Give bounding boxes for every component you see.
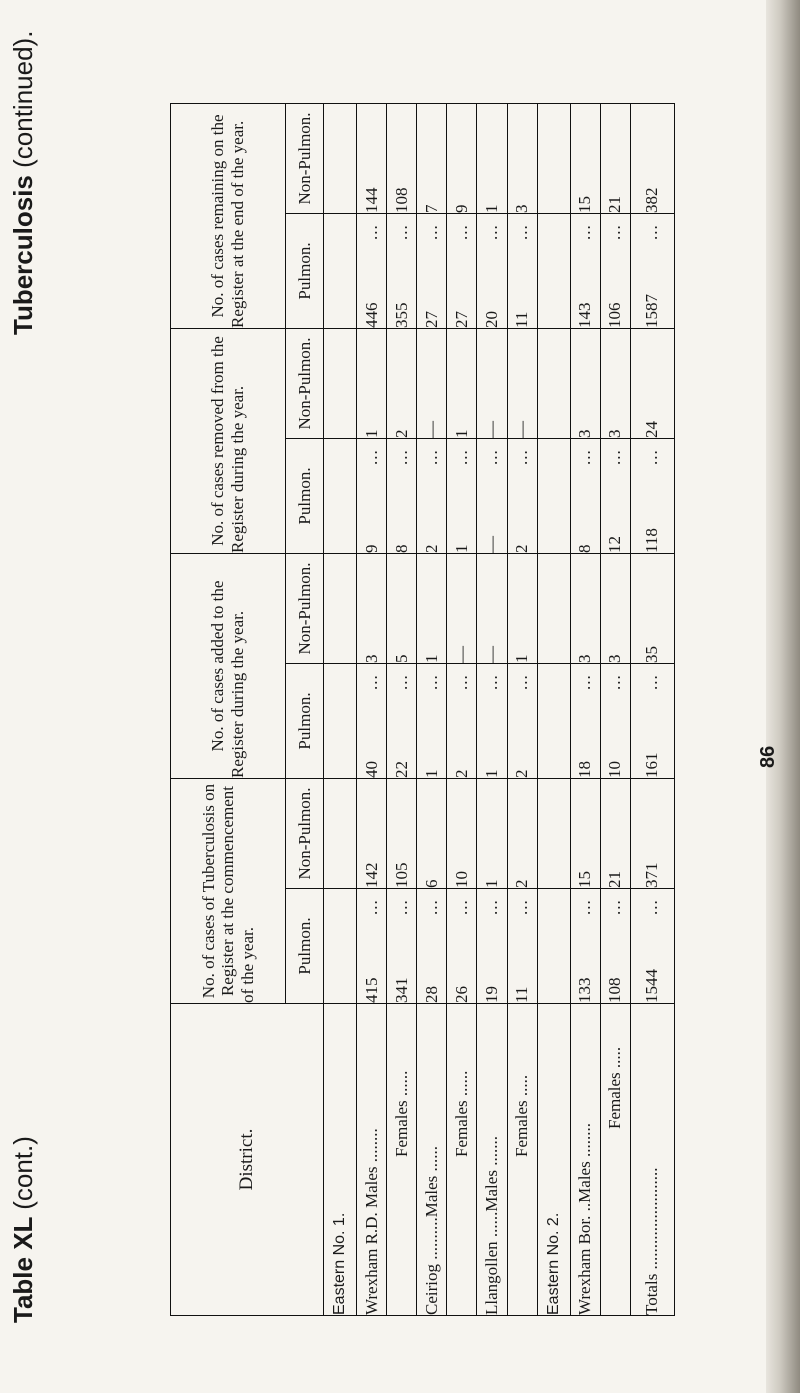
value-cell — [417, 664, 447, 779]
value-cell — [357, 213, 387, 328]
running-head-cont: (continued). — [8, 30, 38, 168]
table-row — [600, 103, 630, 1315]
value-cell — [417, 328, 447, 438]
sub-header-pulmon: Pulmon. — [286, 438, 324, 553]
value-cell — [537, 889, 570, 1004]
table-caption — [8, 1136, 39, 1323]
value-cell — [387, 328, 417, 438]
cell-value: 1 — [512, 654, 532, 663]
cell-value: 10 — [451, 871, 471, 888]
value-cell — [447, 213, 477, 328]
cell-value: 5 — [391, 654, 411, 663]
running-head — [8, 31, 39, 335]
district-label: Females ...... — [447, 1004, 477, 1316]
dot-leader: ... — [361, 899, 381, 915]
value-cell — [537, 779, 570, 889]
dot-leader: ... — [481, 674, 501, 690]
value-cell — [477, 213, 507, 328]
value-cell — [447, 438, 477, 553]
cell-value: 355 — [391, 302, 411, 328]
value-cell — [600, 103, 630, 213]
cell-value: 1 — [451, 544, 471, 553]
value-cell — [447, 553, 477, 663]
value-cell — [537, 103, 570, 213]
cell-value: 1 — [361, 429, 381, 438]
dot-leader: ... — [481, 899, 501, 915]
value-cell — [324, 103, 357, 213]
table-cont: (cont.) — [8, 1136, 38, 1210]
cell-value: 11 — [512, 311, 532, 328]
cell-value: 1 — [481, 879, 501, 888]
value-cell — [630, 103, 674, 213]
dot-leader: ... — [361, 224, 381, 240]
value-cell — [357, 103, 387, 213]
cell-value: 161 — [642, 752, 662, 778]
dot-leader: ... — [575, 449, 595, 465]
cell-value: 21 — [605, 871, 625, 888]
table-row — [477, 103, 507, 1315]
section-label: Eastern No. 2. — [537, 1004, 570, 1316]
value-cell — [600, 213, 630, 328]
cell-value: 9 — [451, 204, 471, 213]
dot-leader: ... — [421, 449, 441, 465]
page-number: 86 — [757, 745, 779, 768]
value-cell — [570, 553, 600, 663]
value-cell — [630, 553, 674, 663]
sub-header-non-pulmon: Non-Pulmon. — [286, 328, 324, 438]
value-cell — [600, 328, 630, 438]
totals-row — [630, 103, 674, 1315]
dot-leader: ... — [451, 674, 471, 690]
cell-value: 18 — [575, 761, 595, 778]
value-cell — [477, 328, 507, 438]
dot-leader: ... — [361, 449, 381, 465]
cell-value: 144 — [361, 187, 381, 213]
cell-value: 3 — [605, 654, 625, 663]
cell-value: 26 — [451, 986, 471, 1003]
value-cell — [417, 103, 447, 213]
cell-value: 8 — [575, 544, 595, 553]
value-cell — [324, 328, 357, 438]
cell-value: — — [421, 420, 441, 438]
value-cell — [600, 889, 630, 1004]
dot-leader: ... — [481, 449, 501, 465]
dot-leader: ... — [642, 899, 662, 915]
district-label: Females ..... — [507, 1004, 537, 1316]
value-cell — [357, 553, 387, 663]
cell-value: 12 — [605, 535, 625, 553]
cell-value: 106 — [605, 302, 625, 328]
cell-value: 118 — [642, 528, 662, 553]
value-cell — [570, 103, 600, 213]
value-cell — [387, 664, 417, 779]
value-cell — [417, 438, 447, 553]
table-row — [570, 103, 600, 1315]
district-label: Totals ........................ — [630, 1004, 674, 1316]
tuberculosis-register-table — [170, 103, 675, 1316]
sub-header-pulmon: Pulmon. — [286, 664, 324, 779]
dot-leader: ... — [605, 224, 625, 240]
cell-value: 2 — [512, 879, 532, 888]
dot-leader: ... — [512, 224, 532, 240]
cell-value: 9 — [361, 544, 381, 553]
cell-value: 371 — [642, 862, 662, 888]
value-cell — [477, 779, 507, 889]
value-cell — [570, 438, 600, 553]
value-cell — [447, 889, 477, 1004]
dot-leader: ... — [361, 674, 381, 690]
district-label: Females ...... — [387, 1004, 417, 1316]
value-cell — [417, 779, 447, 889]
dot-leader: ... — [575, 899, 595, 915]
group-header-commencement: No. of cases of Tuberculosis on Register at the commencement of the year. — [171, 779, 286, 1004]
value-cell — [447, 664, 477, 779]
value-cell — [630, 779, 674, 889]
cell-value: 3 — [512, 204, 532, 213]
value-cell — [630, 664, 674, 779]
value-cell — [537, 328, 570, 438]
cell-value: 20 — [481, 310, 501, 328]
value-cell — [357, 779, 387, 889]
cell-value: 21 — [605, 195, 625, 213]
cell-value: — — [481, 535, 501, 553]
dot-leader: ... — [512, 449, 532, 465]
cell-value: 2 — [391, 429, 411, 438]
cell-value: 10 — [605, 761, 625, 778]
dot-leader: ... — [421, 674, 441, 690]
dot-leader: ... — [642, 674, 662, 690]
sub-header-pulmon: Pulmon. — [286, 889, 324, 1004]
dot-leader: ... — [642, 449, 662, 465]
value-cell — [387, 553, 417, 663]
value-cell — [324, 664, 357, 779]
value-cell — [507, 103, 537, 213]
cell-value: 19 — [481, 986, 501, 1003]
value-cell — [630, 328, 674, 438]
value-cell — [600, 779, 630, 889]
value-cell — [387, 213, 417, 328]
value-cell — [417, 213, 447, 328]
cell-value: 27 — [451, 310, 471, 328]
cell-value: 35 — [642, 646, 662, 663]
value-cell — [600, 438, 630, 553]
value-cell — [477, 438, 507, 553]
cell-value: 8 — [391, 544, 411, 553]
cell-value: 11 — [512, 986, 532, 1003]
cell-value: 382 — [642, 187, 662, 213]
dot-leader: ... — [391, 674, 411, 690]
cell-value: — — [481, 420, 501, 438]
value-cell — [537, 664, 570, 779]
district-label: Ceiriog ..........Males ...... — [417, 1004, 447, 1316]
value-cell — [537, 553, 570, 663]
cell-value: 1587 — [642, 293, 662, 328]
value-cell — [447, 328, 477, 438]
value-cell — [417, 553, 447, 663]
value-cell — [324, 779, 357, 889]
value-cell — [537, 438, 570, 553]
value-cell — [630, 438, 674, 553]
value-cell — [600, 664, 630, 779]
cell-value: 3 — [605, 429, 625, 438]
value-cell — [387, 438, 417, 553]
value-cell — [387, 889, 417, 1004]
dot-leader: ... — [642, 224, 662, 240]
running-head-title: Tuberculosis — [8, 175, 38, 335]
value-cell — [447, 779, 477, 889]
cell-value: 15 — [575, 871, 595, 888]
value-cell — [507, 779, 537, 889]
cell-value: — — [481, 646, 501, 663]
dot-leader: ... — [575, 224, 595, 240]
cell-value: 2 — [512, 544, 532, 553]
value-cell — [570, 213, 600, 328]
group-header-removed: No. of cases removed from the Register during the year. — [171, 328, 286, 553]
value-cell — [507, 889, 537, 1004]
value-cell — [324, 213, 357, 328]
dot-leader: ... — [512, 674, 532, 690]
value-cell — [387, 103, 417, 213]
cell-value: 24 — [642, 420, 662, 438]
value-cell — [357, 664, 387, 779]
cell-value: 3 — [575, 429, 595, 438]
dot-leader: ... — [421, 224, 441, 240]
value-cell — [324, 553, 357, 663]
value-cell — [630, 213, 674, 328]
value-cell — [324, 889, 357, 1004]
cell-value: 7 — [421, 204, 441, 213]
dot-leader: ... — [605, 674, 625, 690]
dot-leader: ... — [605, 449, 625, 465]
table-number: Table XL — [8, 1217, 38, 1323]
cell-value: 143 — [575, 302, 595, 328]
section-label: Eastern No. 1. — [324, 1004, 357, 1316]
cell-value: 1544 — [642, 969, 662, 1003]
cell-value: 27 — [421, 310, 441, 328]
table-body — [324, 103, 675, 1315]
sub-header-pulmon: Pulmon. — [286, 213, 324, 328]
dot-leader: ... — [451, 899, 471, 915]
value-cell — [324, 438, 357, 553]
cell-value: 1 — [451, 429, 471, 438]
value-cell — [600, 553, 630, 663]
dot-leader: ... — [451, 224, 471, 240]
cell-value: 341 — [391, 977, 411, 1003]
cell-value: 3 — [361, 654, 381, 663]
cell-value: 3 — [575, 654, 595, 663]
cell-value: 1 — [481, 204, 501, 213]
cell-value: 108 — [605, 977, 625, 1003]
dot-leader: ... — [451, 449, 471, 465]
value-cell — [507, 328, 537, 438]
group-header-remaining: No. of cases remaining on the Register at the end of the year. — [171, 103, 286, 328]
value-cell — [537, 213, 570, 328]
cell-value: 1 — [421, 769, 441, 778]
district-label: Females ..... — [600, 1004, 630, 1316]
value-cell — [570, 328, 600, 438]
table-row — [507, 103, 537, 1315]
value-cell — [477, 553, 507, 663]
cell-value: 28 — [421, 986, 441, 1003]
dot-leader: ... — [391, 224, 411, 240]
value-cell — [507, 213, 537, 328]
value-cell — [507, 553, 537, 663]
sub-header-non-pulmon: Non-Pulmon. — [286, 103, 324, 213]
value-cell — [477, 103, 507, 213]
dot-leader: ... — [575, 674, 595, 690]
value-cell — [387, 779, 417, 889]
cell-value: 6 — [421, 879, 441, 888]
cell-value: 415 — [361, 977, 381, 1003]
cell-value: 105 — [391, 862, 411, 888]
value-cell — [570, 889, 600, 1004]
cell-value: 108 — [391, 187, 411, 213]
district-label: Wrexham R.D. Males ........ — [357, 1004, 387, 1316]
value-cell — [507, 438, 537, 553]
cell-value: 1 — [421, 654, 441, 663]
sub-header-non-pulmon: Non-Pulmon. — [286, 779, 324, 889]
cell-value: — — [451, 646, 471, 663]
value-cell — [570, 779, 600, 889]
cell-value: 2 — [512, 769, 532, 778]
value-cell — [630, 889, 674, 1004]
cell-value: 142 — [361, 862, 381, 888]
value-cell — [477, 664, 507, 779]
dot-leader: ... — [421, 899, 441, 915]
value-cell — [357, 328, 387, 438]
cell-value: 2 — [421, 544, 441, 553]
dot-leader: ... — [391, 449, 411, 465]
cell-value: 22 — [391, 761, 411, 778]
cell-value: 40 — [361, 761, 381, 778]
value-cell — [357, 438, 387, 553]
dot-leader: ... — [512, 899, 532, 915]
group-header-added: No. of cases added to the Register during the year. — [171, 553, 286, 778]
value-cell — [477, 889, 507, 1004]
dot-leader: ... — [391, 899, 411, 915]
cell-value: — — [512, 420, 532, 438]
table-row — [387, 103, 417, 1315]
value-cell — [357, 889, 387, 1004]
district-header: District. — [171, 1004, 324, 1316]
cell-value: 133 — [575, 977, 595, 1003]
district-label: Llangollen ......Males ....... — [477, 1004, 507, 1316]
sub-header-non-pulmon: Non-Pulmon. — [286, 553, 324, 663]
district-label: Wrexham Bor. ..Males ........ — [570, 1004, 600, 1316]
dot-leader: ... — [481, 224, 501, 240]
value-cell — [447, 103, 477, 213]
cell-value: 2 — [451, 769, 471, 778]
table-row — [417, 103, 447, 1315]
value-cell — [507, 664, 537, 779]
dot-leader: ... — [605, 899, 625, 915]
table-row — [447, 103, 477, 1315]
value-cell — [417, 889, 447, 1004]
cell-value: 446 — [361, 302, 381, 328]
section-row — [537, 103, 570, 1315]
cell-value: 1 — [481, 769, 501, 778]
value-cell — [570, 664, 600, 779]
section-row — [324, 103, 357, 1315]
cell-value: 15 — [575, 195, 595, 213]
table-row — [357, 103, 387, 1315]
